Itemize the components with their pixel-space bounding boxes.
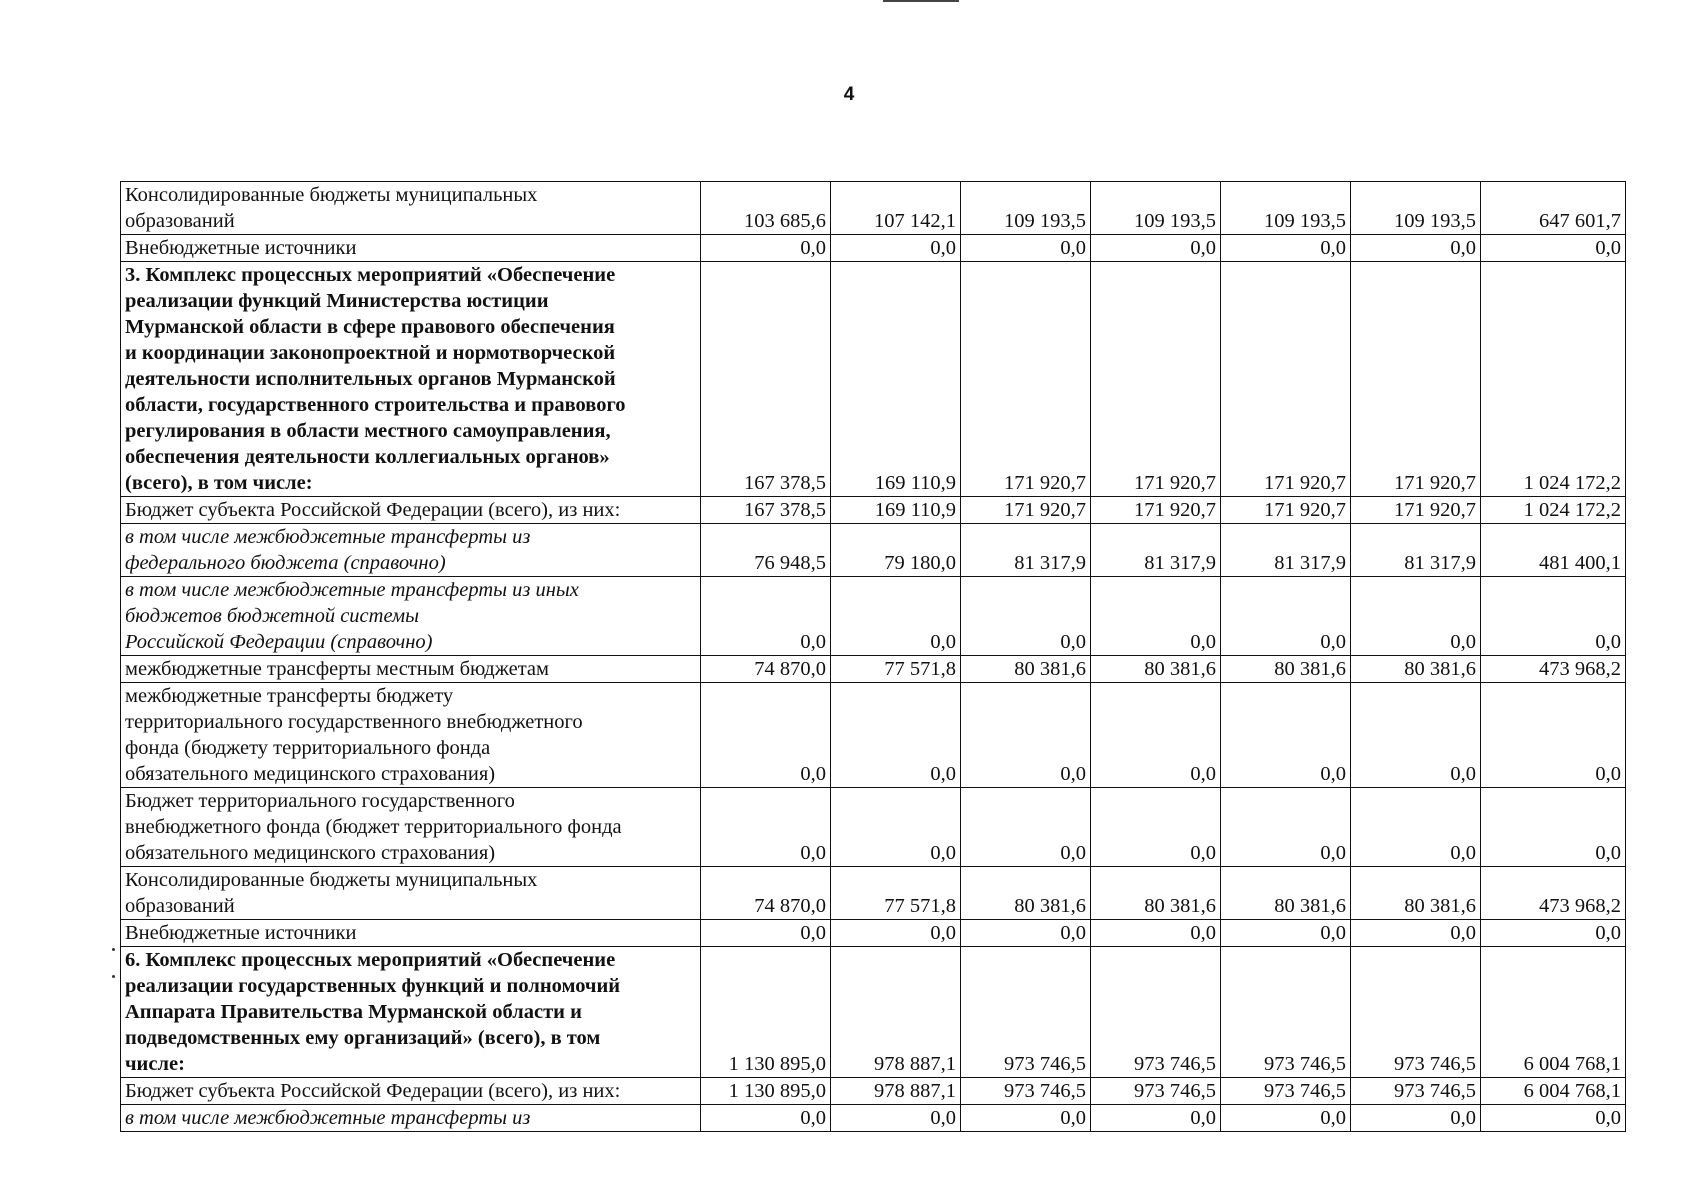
row-label-line: деятельности исполнительных органов Мурманской [125,368,616,390]
row-year-value: 973 746,5 [961,947,1091,1078]
row-label-line: фонда (бюджету территориального фонда [125,737,491,759]
table-row [121,947,1626,1078]
table-row [121,656,1626,683]
row-total-value: 0,0 [1481,1105,1626,1132]
row-year-value: 171 920,7 [1221,497,1351,524]
row-total-value: 473 968,2 [1481,656,1626,683]
row-year-value: 0,0 [1221,920,1351,947]
row-label [121,656,701,683]
row-year-value: 973 746,5 [1221,1078,1351,1105]
table-row [121,1105,1626,1132]
row-year-value: 1 130 895,0 [701,1078,831,1105]
row-total-value: 0,0 [1481,788,1626,867]
row-year-value: 169 110,9 [831,262,961,497]
row-year-value: 0,0 [701,788,831,867]
row-year-value: 978 887,1 [831,1078,961,1105]
row-label-line: и координации законопроектной и нормотворческой [125,342,616,364]
row-year-value: 169 110,9 [831,497,961,524]
row-year-value: 171 920,7 [1351,262,1481,497]
row-year-value: 109 193,5 [1351,182,1481,235]
row-total-value: 481 400,1 [1481,524,1626,577]
row-label-line: межбюджетные трансферты бюджету [125,685,454,707]
scan-speck [112,948,115,951]
row-year-value: 0,0 [1351,788,1481,867]
row-year-value: 80 381,6 [961,867,1091,920]
row-label [121,497,701,524]
row-label-line: подведомственных ему организаций» (всего), в том [125,1027,601,1049]
row-year-value: 0,0 [701,577,831,656]
row-year-value: 1 130 895,0 [701,947,831,1078]
row-label [121,947,701,1078]
row-year-value: 81 317,9 [1221,524,1351,577]
row-year-value: 0,0 [961,577,1091,656]
row-total-value: 1 024 172,2 [1481,262,1626,497]
row-label-line: числе: [125,1053,185,1075]
page-number: 4 [843,84,855,105]
row-year-value: 167 378,5 [701,262,831,497]
row-label-line: Российской Федерации (справочно) [125,631,433,653]
row-label-line: Аппарата Правительства Мурманской области и [125,1001,582,1023]
row-year-value: 978 887,1 [831,947,961,1078]
scan-speck [112,975,115,978]
row-label-line: обязательного медицинского страхования) [125,842,496,864]
row-year-value: 0,0 [1221,683,1351,788]
row-year-value: 0,0 [1091,683,1221,788]
row-year-value: 0,0 [701,920,831,947]
row-year-value: 0,0 [701,683,831,788]
table-row [121,683,1626,788]
row-label [121,577,701,656]
table-row [121,497,1626,524]
row-label [121,683,701,788]
row-year-value: 74 870,0 [701,867,831,920]
row-year-value: 0,0 [1221,235,1351,262]
row-label-line: реализации государственных функций и полномочий [125,975,621,997]
row-year-value: 0,0 [831,235,961,262]
row-year-value: 81 317,9 [1351,524,1481,577]
row-year-value: 973 746,5 [1221,947,1351,1078]
row-total-value: 0,0 [1481,683,1626,788]
row-year-value: 103 685,6 [701,182,831,235]
row-label-line: Внебюджетные источники [125,922,357,944]
row-year-value: 0,0 [961,235,1091,262]
row-year-value: 79 180,0 [831,524,961,577]
row-label-line: регулирования в области местного самоуправления, [125,420,611,442]
row-label-line: бюджетов бюджетной системы [125,605,420,627]
row-year-value: 81 317,9 [1091,524,1221,577]
row-year-value: 171 920,7 [1091,262,1221,497]
row-label-line: 6. Комплекс процессных мероприятий «Обеспечение [125,949,616,971]
row-year-value: 0,0 [961,1105,1091,1132]
scan-artifact-line [883,0,959,2]
row-total-value: 0,0 [1481,920,1626,947]
row-year-value: 80 381,6 [1351,867,1481,920]
row-year-value: 77 571,8 [831,656,961,683]
row-year-value: 76 948,5 [701,524,831,577]
row-year-value: 171 920,7 [1351,497,1481,524]
row-label-line: 3. Комплекс процессных мероприятий «Обеспечение [125,264,616,286]
row-year-value: 77 571,8 [831,867,961,920]
row-label-line: Бюджет территориального государственного [125,790,515,812]
row-total-value: 1 024 172,2 [1481,497,1626,524]
row-year-value: 80 381,6 [1221,656,1351,683]
row-label-line: Бюджет субъекта Российской Федерации (всего), из них: [125,1080,621,1102]
row-year-value: 0,0 [1091,920,1221,947]
row-year-value: 0,0 [701,235,831,262]
row-total-value: 6 004 768,1 [1481,947,1626,1078]
row-year-value: 0,0 [1091,235,1221,262]
row-label-line: обеспечения деятельности коллегиальных органов» [125,446,610,468]
row-year-value: 167 378,5 [701,497,831,524]
row-label-line: в том числе межбюджетные трансферты из [125,526,531,548]
table-row [121,920,1626,947]
row-year-value: 109 193,5 [961,182,1091,235]
row-year-value: 0,0 [831,788,961,867]
row-year-value: 0,0 [1351,920,1481,947]
row-label-line: в том числе межбюджетные трансферты из иных [125,579,579,601]
row-year-value: 0,0 [1351,235,1481,262]
row-year-value: 0,0 [961,683,1091,788]
row-label-line: внебюджетного фонда (бюджет территориального фонда [125,816,622,838]
table-row [121,182,1626,235]
row-year-value: 109 193,5 [1221,182,1351,235]
row-label [121,867,701,920]
table-row [121,262,1626,497]
row-year-value: 80 381,6 [1091,867,1221,920]
row-year-value: 171 920,7 [1091,497,1221,524]
row-year-value: 80 381,6 [1351,656,1481,683]
row-year-value: 0,0 [1351,577,1481,656]
row-year-value: 973 746,5 [1351,1078,1481,1105]
row-year-value: 171 920,7 [961,497,1091,524]
row-year-value: 0,0 [1091,1105,1221,1132]
row-label-line: федерального бюджета (справочно) [125,552,446,574]
row-year-value: 0,0 [1351,683,1481,788]
row-year-value: 0,0 [831,920,961,947]
row-label-line: (всего), в том числе: [125,472,313,494]
row-label-line: межбюджетные трансферты местным бюджетам [125,658,550,680]
row-year-value: 74 870,0 [701,656,831,683]
row-label [121,788,701,867]
row-label-line: реализации функций Министерства юстиции [125,290,549,312]
row-label [121,1078,701,1105]
row-year-value: 107 142,1 [831,182,961,235]
budget-table [120,181,1626,1132]
row-label [121,235,701,262]
row-year-value: 0,0 [1351,1105,1481,1132]
row-year-value: 171 920,7 [1221,262,1351,497]
row-label [121,262,701,497]
row-year-value: 0,0 [1221,577,1351,656]
table-row [121,788,1626,867]
row-year-value: 109 193,5 [1091,182,1221,235]
row-label [121,920,701,947]
row-label-line: в том числе межбюджетные трансферты из [125,1107,531,1129]
row-year-value: 0,0 [831,577,961,656]
row-year-value: 0,0 [701,1105,831,1132]
row-year-value: 80 381,6 [1091,656,1221,683]
row-year-value: 0,0 [961,788,1091,867]
row-label-line: Внебюджетные источники [125,237,357,259]
row-label-line: Консолидированные бюджеты муниципальных [125,184,538,206]
row-year-value: 0,0 [1221,788,1351,867]
table-row [121,524,1626,577]
row-year-value: 0,0 [1091,577,1221,656]
table-row [121,577,1626,656]
row-year-value: 171 920,7 [961,262,1091,497]
table-row [121,867,1626,920]
table-row [121,1078,1626,1105]
row-year-value: 0,0 [831,683,961,788]
row-label-line: территориального государственного внебюджетного [125,711,583,733]
row-year-value: 0,0 [831,1105,961,1132]
row-total-value: 0,0 [1481,235,1626,262]
row-total-value: 6 004 768,1 [1481,1078,1626,1105]
row-label-line: обязательного медицинского страхования) [125,763,496,785]
row-label-line: образований [125,210,235,232]
table-row [121,235,1626,262]
row-year-value: 973 746,5 [1351,947,1481,1078]
row-label-line: образований [125,895,235,917]
row-year-value: 973 746,5 [1091,947,1221,1078]
row-year-value: 81 317,9 [961,524,1091,577]
row-label-line: области, государственного строительства и правового [125,394,626,416]
row-year-value: 0,0 [961,920,1091,947]
table-body [121,182,1626,1132]
row-year-value: 80 381,6 [1221,867,1351,920]
row-label-line: Мурманской области в сфере правового обеспечения [125,316,615,338]
row-year-value: 973 746,5 [1091,1078,1221,1105]
row-total-value: 647 601,7 [1481,182,1626,235]
row-label-line: Консолидированные бюджеты муниципальных [125,869,538,891]
row-year-value: 973 746,5 [961,1078,1091,1105]
row-total-value: 473 968,2 [1481,867,1626,920]
row-label [121,524,701,577]
row-total-value: 0,0 [1481,577,1626,656]
row-year-value: 80 381,6 [961,656,1091,683]
row-year-value: 0,0 [1221,1105,1351,1132]
row-label-line: Бюджет субъекта Российской Федерации (всего), из них: [125,499,621,521]
row-year-value: 0,0 [1091,788,1221,867]
row-label [121,1105,701,1132]
row-label [121,182,701,235]
